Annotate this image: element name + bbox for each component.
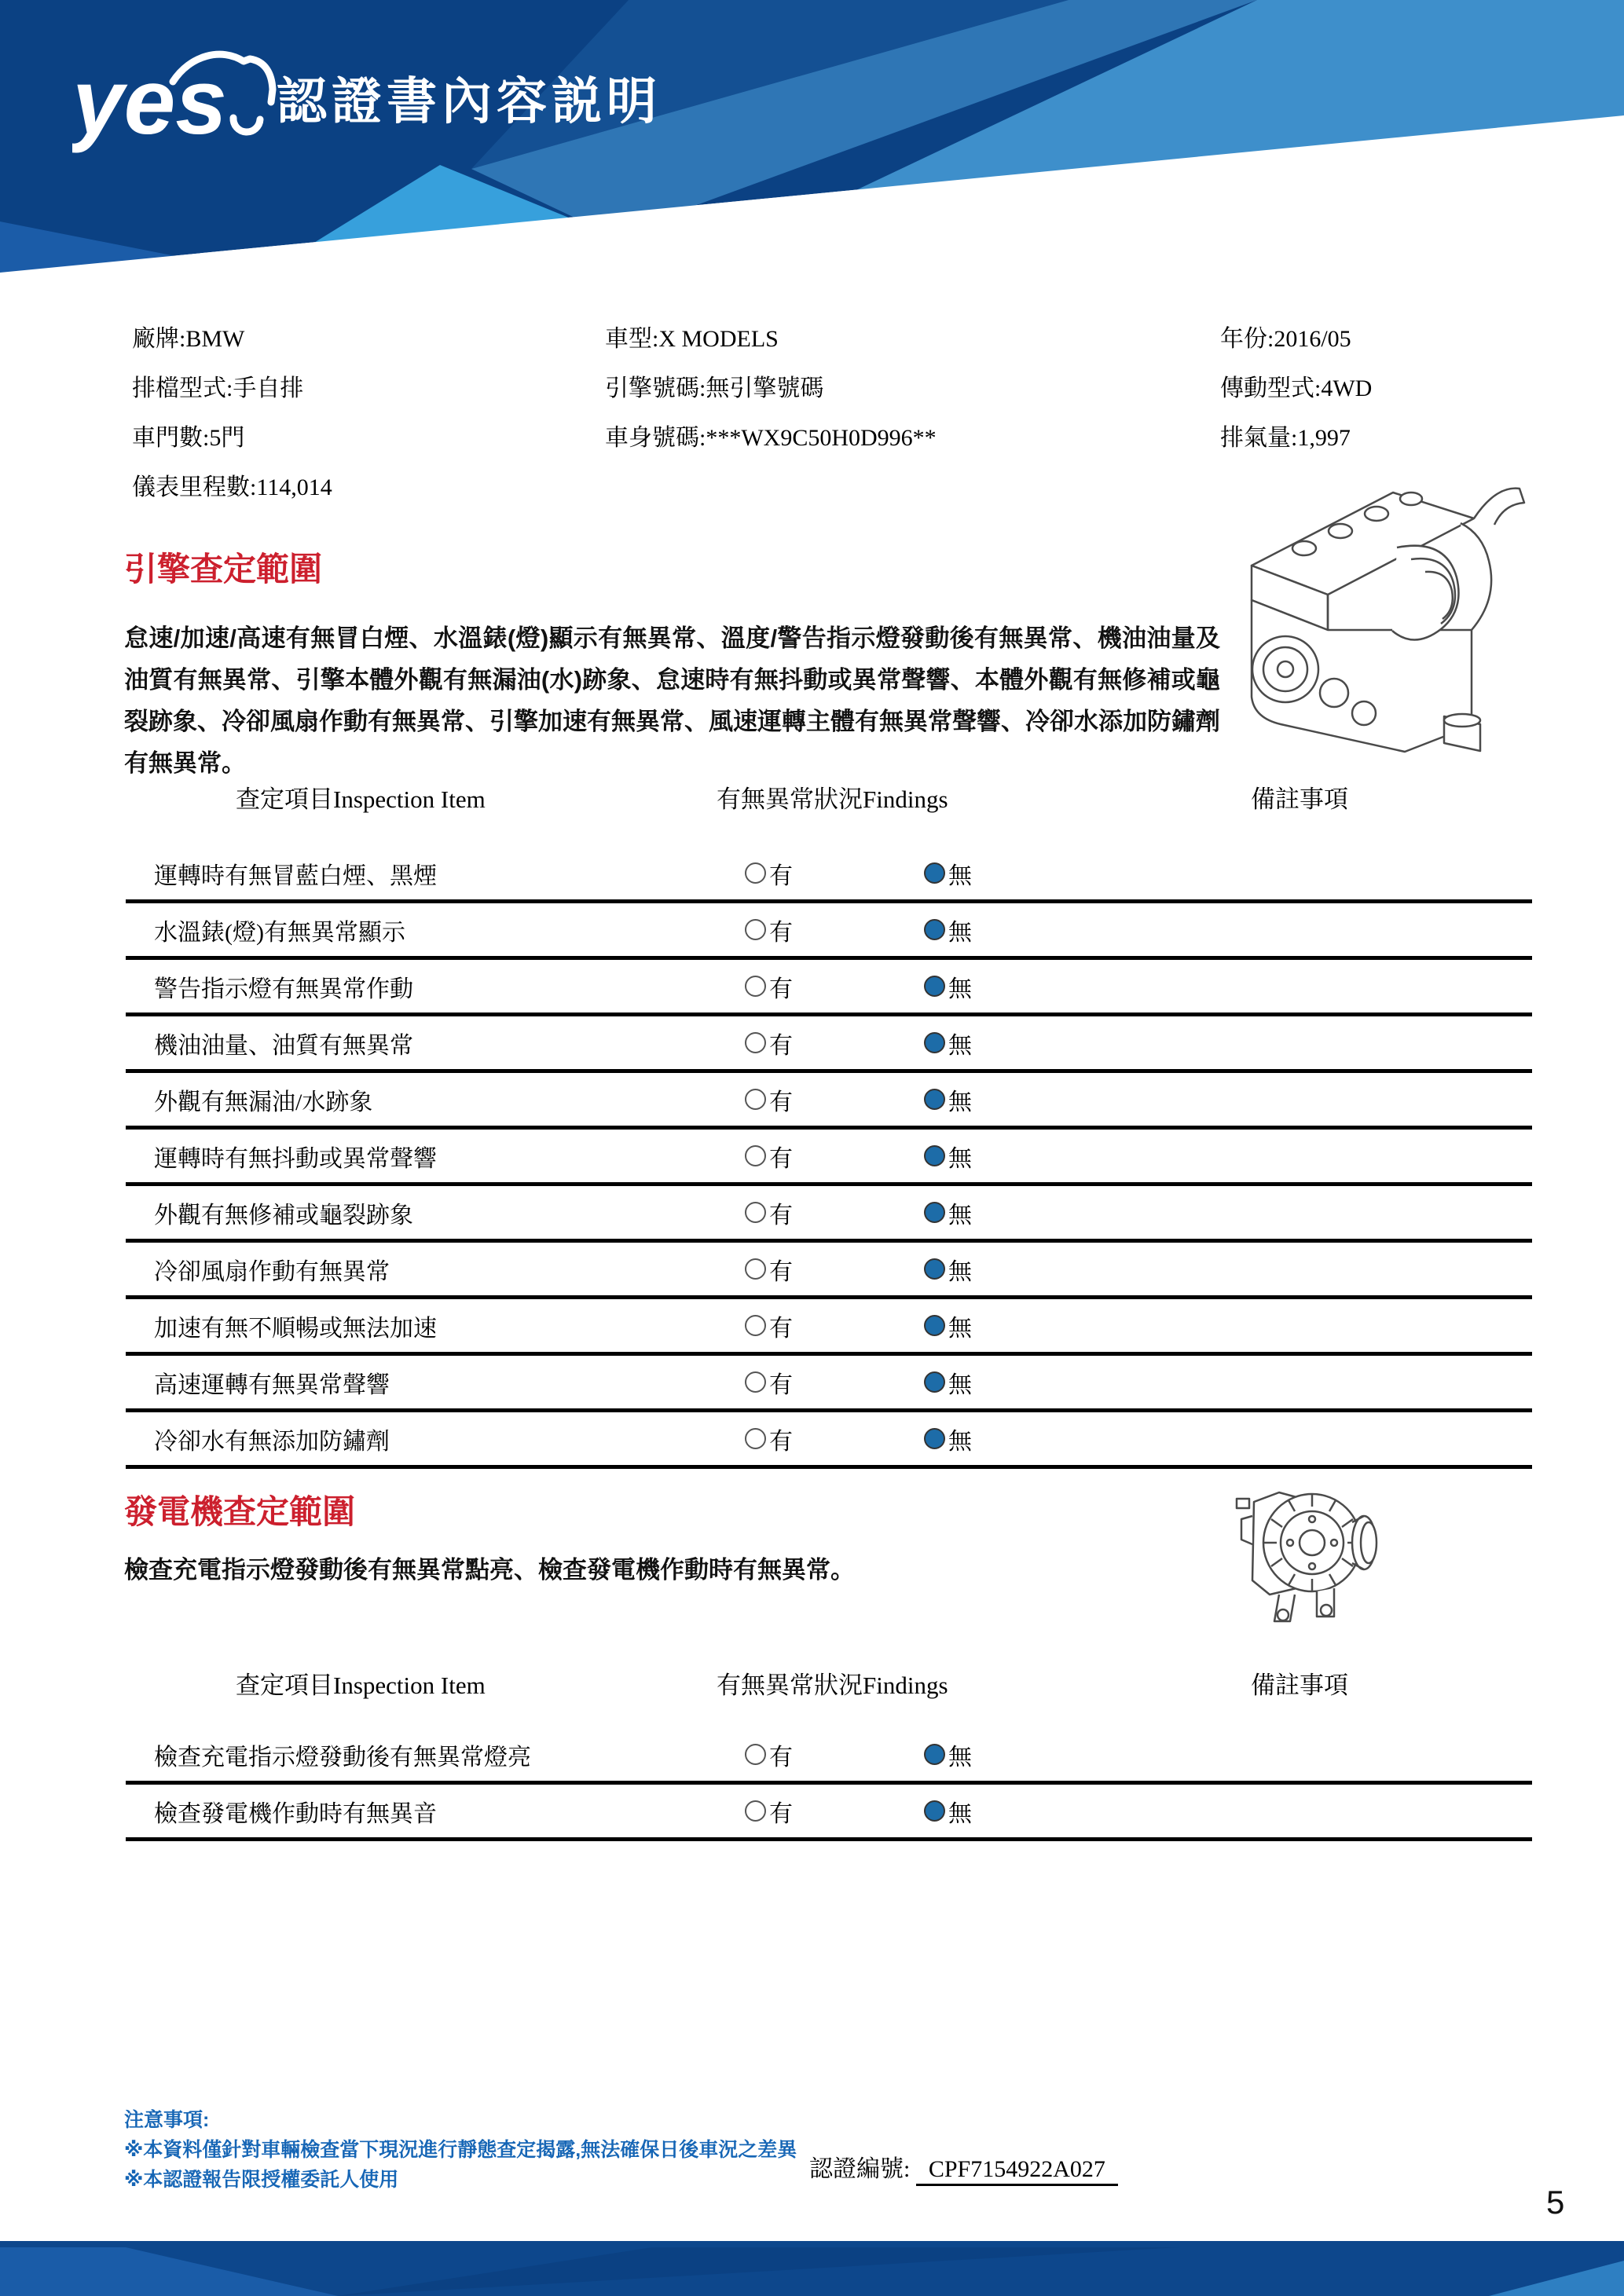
field-separator: : (250, 474, 257, 500)
radio-yes-label: 有 (769, 1089, 793, 1115)
radio-yes-icon[interactable] (745, 1145, 766, 1166)
inspection-row (126, 903, 1532, 960)
field-value: 4WD (1321, 375, 1373, 401)
inspection-row (126, 1243, 1532, 1299)
radio-no-icon[interactable] (924, 1315, 945, 1336)
finding-option-yes[interactable] (745, 913, 793, 947)
radio-no-icon[interactable] (924, 1089, 945, 1110)
field-label: 排氣量 (1220, 425, 1291, 451)
field-value: 1,997 (1297, 425, 1351, 451)
radio-yes-icon[interactable] (745, 1315, 766, 1336)
field-separator: : (1267, 326, 1274, 352)
radio-no-label: 無 (948, 976, 972, 1002)
inspection-item-label: 水溫錶(燈)有無異常顯示 (154, 919, 405, 946)
field-label: 車型 (605, 326, 652, 352)
inspection-row (126, 1785, 1532, 1841)
radio-no-icon[interactable] (924, 1145, 945, 1166)
field-value: 2016/05 (1274, 326, 1351, 352)
finding-option-no[interactable] (924, 1738, 972, 1772)
radio-no-label: 無 (948, 1428, 972, 1455)
radio-yes-label: 有 (769, 1744, 793, 1771)
vehicle-info-field (132, 364, 332, 413)
footer-notes (124, 2105, 797, 2195)
field-separator: : (226, 375, 233, 401)
column-header-remark: 備註事項 (1251, 1672, 1348, 1699)
certificate-number-label: 認證編號: (809, 2156, 911, 2182)
radio-yes-icon[interactable] (745, 1744, 766, 1765)
radio-yes-label: 有 (769, 919, 793, 946)
vehicle-info-field (132, 314, 332, 364)
radio-no-label: 無 (948, 1089, 972, 1115)
column-header-findings: 有無異常狀況Findings (717, 1672, 948, 1699)
note-line-1: ※本資料僅針對車輛檢查當下現況進行靜態查定揭露,無法確保日後車況之差異 (124, 2139, 797, 2161)
radio-yes-label: 有 (769, 1315, 793, 1342)
radio-no-icon[interactable] (924, 1258, 945, 1280)
finding-option-no[interactable] (924, 913, 972, 947)
inspection-item-label: 檢查充電指示燈發動後有無異常燈亮 (154, 1744, 531, 1771)
radio-no-label: 無 (948, 1145, 972, 1172)
radio-yes-label: 有 (769, 1428, 793, 1455)
inspection-row (126, 960, 1532, 1016)
radio-yes-label: 有 (769, 976, 793, 1002)
alternator-illustration (1224, 1470, 1393, 1639)
page-title: 認證書內容説明 (277, 73, 662, 130)
finding-option-no[interactable] (924, 1026, 972, 1060)
radio-yes-label: 有 (769, 862, 793, 889)
inspection-row (126, 1186, 1532, 1243)
radio-yes-icon[interactable] (745, 1202, 766, 1223)
field-separator: : (179, 326, 186, 352)
radio-yes-icon[interactable] (745, 1371, 766, 1393)
footer-banner (0, 2241, 1624, 2296)
finding-option-no[interactable] (924, 969, 972, 1004)
field-label: 車門數 (132, 425, 203, 451)
inspection-row (126, 1412, 1532, 1469)
field-value: 5門 (209, 425, 245, 451)
field-separator: : (652, 326, 659, 352)
radio-yes-icon[interactable] (745, 976, 766, 997)
finding-option-yes[interactable] (745, 1422, 793, 1456)
finding-option-no[interactable] (924, 1196, 972, 1230)
finding-option-yes[interactable] (745, 1365, 793, 1400)
radio-yes-icon[interactable] (745, 919, 766, 940)
radio-yes-icon[interactable] (745, 862, 766, 884)
inspection-item-label: 運轉時有無冒藍白煙、黑煙 (154, 862, 437, 889)
radio-yes-label: 有 (769, 1800, 793, 1827)
vehicle-info-field (605, 413, 937, 463)
vehicle-info-field (605, 314, 937, 364)
column-header-findings: 有無異常狀況Findings (717, 785, 948, 813)
inspection-item-label: 冷卻水有無添加防鏽劑 (154, 1428, 390, 1455)
finding-option-no[interactable] (924, 1252, 972, 1287)
column-header-item: 查定項目Inspection Item (236, 1672, 486, 1699)
vehicle-info-field (1220, 364, 1372, 413)
inspection-item-label: 警告指示燈有無異常作動 (154, 976, 413, 1002)
vehicle-info-column-2 (605, 314, 937, 463)
field-separator: : (1291, 425, 1298, 451)
page-number: 5 (1546, 2184, 1565, 2221)
field-label: 廠牌 (132, 326, 179, 352)
finding-option-no[interactable] (924, 1794, 972, 1829)
radio-yes-label: 有 (769, 1202, 793, 1229)
field-value: 手自排 (233, 375, 304, 401)
finding-option-no[interactable] (924, 1139, 972, 1174)
radio-no-label: 無 (948, 919, 972, 946)
radio-no-icon[interactable] (924, 1744, 945, 1765)
radio-no-icon[interactable] (924, 1032, 945, 1053)
radio-no-label: 無 (948, 1032, 972, 1059)
inspection-row (126, 847, 1532, 903)
inspection-item-label: 外觀有無修補或龜裂跡象 (154, 1202, 413, 1229)
engine-section-title: 引擎查定範圍 (124, 551, 323, 588)
radio-yes-icon[interactable] (745, 1032, 766, 1053)
inspection-item-label: 高速運轉有無異常聲響 (154, 1371, 390, 1398)
radio-no-label: 無 (948, 1258, 972, 1285)
radio-no-label: 無 (948, 1315, 972, 1342)
radio-no-icon[interactable] (924, 1202, 945, 1223)
finding-option-yes[interactable] (745, 1082, 793, 1117)
radio-no-label: 無 (948, 1371, 972, 1398)
radio-yes-label: 有 (769, 1258, 793, 1285)
field-label: 車身號碼 (605, 425, 699, 451)
finding-option-yes[interactable] (745, 1738, 793, 1772)
finding-option-yes[interactable] (745, 1309, 793, 1343)
field-separator: : (203, 425, 210, 451)
field-label: 儀表里程數 (132, 474, 250, 500)
inspection-row (126, 1016, 1532, 1073)
field-label: 傳動型式 (1220, 375, 1314, 401)
generator-section-description: 檢查充電指示燈發動後有無異常點亮、檢查發電機作動時有無異常。 (124, 1556, 855, 1584)
radio-yes-icon[interactable] (745, 1428, 766, 1449)
finding-option-yes[interactable] (745, 969, 793, 1004)
inspection-row (126, 1356, 1532, 1412)
inspection-row (126, 1299, 1532, 1356)
finding-option-no[interactable] (924, 1309, 972, 1343)
finding-option-yes[interactable] (745, 1026, 793, 1060)
inspection-item-label: 加速有無不順暢或無法加速 (154, 1315, 437, 1342)
yes-logo-text: yes (72, 50, 227, 154)
field-label: 排檔型式 (132, 375, 226, 401)
certificate-number-value: CPF7154922A027 (916, 2156, 1118, 2186)
finding-option-yes[interactable] (745, 1252, 793, 1287)
radio-yes-icon[interactable] (745, 1800, 766, 1822)
note-line-2: ※本認證報告限授權委託人使用 (124, 2169, 399, 2191)
generator-section-title: 發電機查定範圍 (124, 1493, 356, 1530)
vehicle-info-field (132, 463, 332, 512)
field-separator: : (1314, 375, 1322, 401)
vehicle-info-field (132, 413, 332, 463)
radio-yes-label: 有 (769, 1371, 793, 1398)
finding-option-yes[interactable] (745, 1139, 793, 1174)
vehicle-info-field (605, 364, 937, 413)
inspection-row (126, 1728, 1532, 1785)
engine-illustration (1208, 434, 1542, 767)
engine-inspection-table (126, 847, 1532, 1469)
certificate-number-row (809, 2149, 1118, 2184)
inspection-item-label: 運轉時有無抖動或異常聲響 (154, 1145, 437, 1172)
radio-no-icon[interactable] (924, 1428, 945, 1449)
inspection-row (126, 1073, 1532, 1130)
field-value: 114,014 (256, 474, 332, 500)
radio-no-icon[interactable] (924, 1800, 945, 1822)
finding-option-yes[interactable] (745, 1794, 793, 1829)
inspection-item-label: 機油油量、油質有無異常 (154, 1032, 413, 1059)
field-value: 無引擎號碼 (706, 375, 824, 401)
radio-yes-label: 有 (769, 1032, 793, 1059)
radio-yes-icon[interactable] (745, 1258, 766, 1280)
finding-option-yes[interactable] (745, 1196, 793, 1230)
inspection-item-label: 外觀有無漏油/水跡象 (154, 1089, 373, 1115)
field-value: ***WX9C50H0D996** (706, 425, 937, 451)
vehicle-info-field (1220, 314, 1372, 364)
column-header-remark: 備註事項 (1251, 785, 1348, 813)
finding-option-no[interactable] (924, 1422, 972, 1456)
radio-no-label: 無 (948, 1202, 972, 1229)
field-separator: : (699, 425, 706, 451)
column-header-item: 查定項目Inspection Item (236, 785, 486, 813)
yes-logo (72, 41, 284, 159)
field-value: X MODELS (658, 326, 779, 352)
inspection-item-label: 冷卻風扇作動有無異常 (154, 1258, 390, 1285)
radio-no-icon[interactable] (924, 862, 945, 884)
finding-option-no[interactable] (924, 856, 972, 891)
generator-inspection-table (126, 1728, 1532, 1841)
radio-yes-label: 有 (769, 1145, 793, 1172)
radio-no-icon[interactable] (924, 976, 945, 997)
finding-option-no[interactable] (924, 1082, 972, 1117)
finding-option-no[interactable] (924, 1365, 972, 1400)
radio-no-label: 無 (948, 1744, 972, 1771)
inspection-item-label: 檢查發電機作動時有無異音 (154, 1800, 437, 1827)
radio-no-icon[interactable] (924, 1371, 945, 1393)
radio-no-label: 無 (948, 862, 972, 889)
vehicle-info-column-1 (132, 314, 332, 512)
field-separator: : (699, 375, 706, 401)
field-value: BMW (185, 326, 245, 352)
radio-no-label: 無 (948, 1800, 972, 1827)
radio-yes-icon[interactable] (745, 1089, 766, 1110)
field-label: 引擎號碼 (605, 375, 699, 401)
radio-no-icon[interactable] (924, 919, 945, 940)
field-label: 年份 (1220, 326, 1267, 352)
finding-option-yes[interactable] (745, 856, 793, 891)
notes-title: 注意事項: (124, 2109, 210, 2131)
inspection-row (126, 1130, 1532, 1186)
engine-section-description: 怠速/加速/高速有無冒白煙、水溫錶(燈)顯示有無異常、溫度/警告指示燈發動後有無異常、機油油量及油質有無異常、引擎本體外觀有無漏油(水)跡象、怠速時有無抖動或異常聲響、本體外觀有無修補或龜裂跡象、冷卻風扇作動有無異常、引擎加速有無異常、風速運轉主體有無異常聲響、冷卻水添加防鏽劑有無異常。 (124, 624, 1220, 777)
